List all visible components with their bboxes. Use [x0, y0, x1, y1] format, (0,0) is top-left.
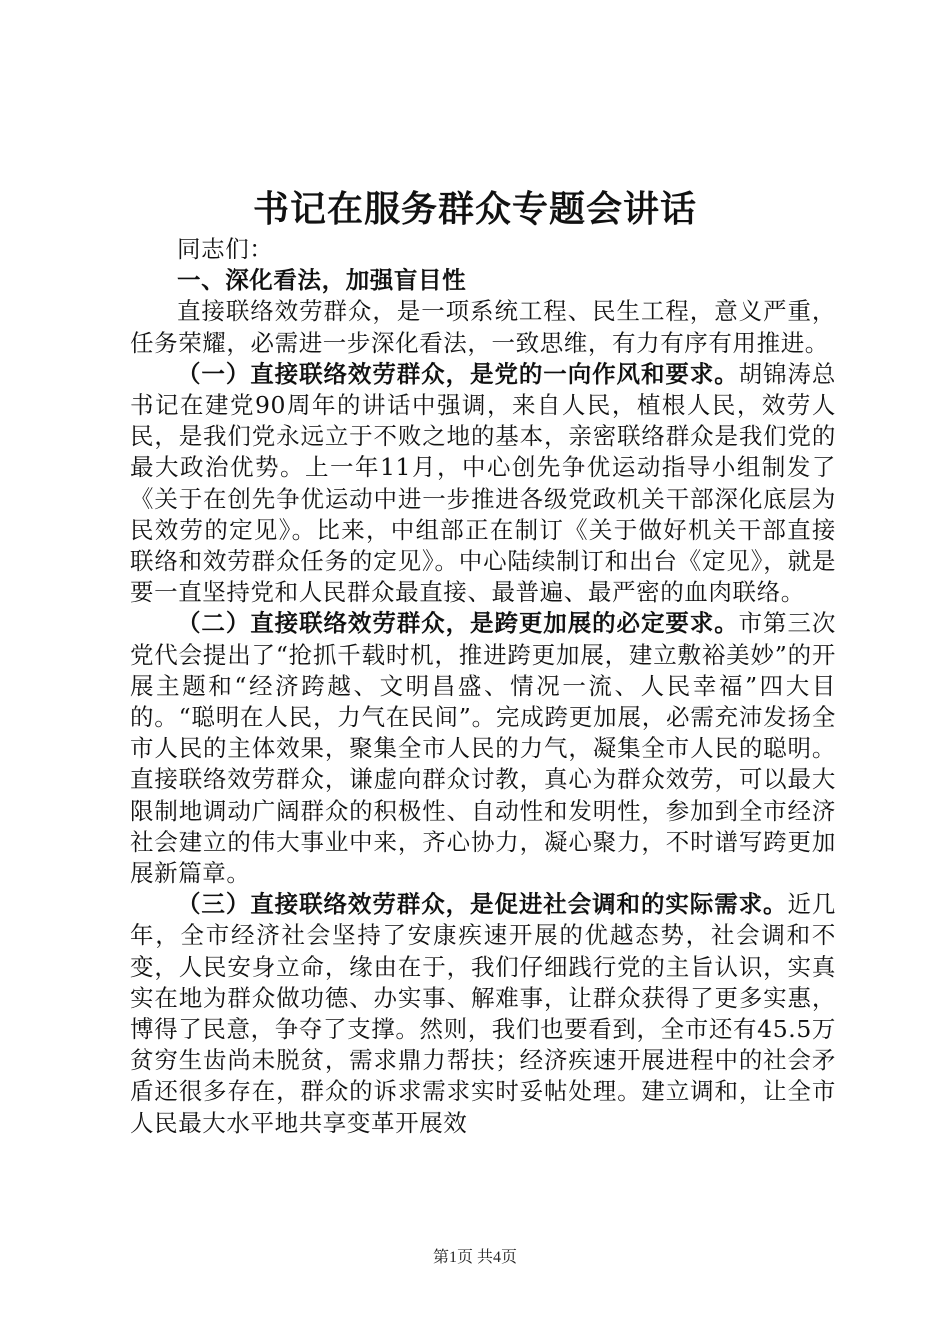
subsection-1-lead: （一）直接联络效劳群众，是党的一向作风和要求。 — [177, 359, 739, 388]
subsection-1 — [130, 359, 836, 609]
salutation: 同志们： — [177, 235, 274, 263]
subsection-3 — [130, 889, 836, 1139]
document-title: 书记在服务群众专题会讲话 — [252, 188, 697, 230]
subsection-2-body: 市第三次党代会提出了“抢抓千载时机，推进跨更加展，建立敷裕美妙”的开展主题和“经济跨越、文明昌盛、情况一流、人民幸福”四大目的。“聪明在人民，力气在民间”。完成跨更加展，必需充沛发扬全市人民的主体效果，聚集全市人民的力气，凝集全市人民的聪明。直接联络效劳群众，谦虚向群众讨教，真心为群众效劳，可以最大限制地调动广阔群众的积极性、自动性和发明性，参加到全市经济社会建立的伟大事业中来，齐心协力，凝心聚力，不时谱写跨更加展新篇章。 — [130, 609, 836, 888]
subsection-3-lead: （三）直接联络效劳群众，是促进社会调和的实际需求。 — [177, 890, 788, 919]
intro-paragraph: 直接联络效劳群众，是一项系统工程、民生工程，意义严重，任务荣耀，必需进一步深化看法，一致思维，有力有序有用推进。 — [130, 297, 836, 357]
subsection-2-lead: （二）直接联络效劳群众，是跨更加展的必定要求。 — [177, 609, 739, 638]
section-heading-1: 一、深化看法，加强盲目性 — [177, 266, 467, 295]
page-footer: 第1页 共4页 — [432, 1249, 517, 1266]
document-body — [130, 234, 836, 1139]
subsection-1-body: 胡锦涛总书记在建党90周年的讲话中强调，来自人民，植根人民，效劳人民，是我们党永远立于不败之地的基本，亲密联络群众是我们党的最大政治优势。上一年11月，中心创先争优运动指导小组制发了《关于在创先争优运动中进一步推进各级党政机关干部深化底层为民效劳的定见》。比来，中组部正在制订《关于做好机关干部直接联络和效劳群众任务的定见》。中心陆续制订和出台《定见》，就是要一直坚持党和人民群众最直接、最普遍、最严密的血肉联络。 — [130, 359, 836, 607]
subsection-2 — [130, 608, 836, 889]
subsection-3-body: 近几年，全市经济社会坚持了安康疾速开展的优越态势，社会调和不变，人民安身立命，缘由在于，我们仔细践行党的主旨认识，实真实在地为群众做功德、办实事、解难事，让群众获得了更多实惠，博得了民意，争夺了支撑。然则，我们也要看到，全市还有45.5万贫穷生齿尚未脱贫，需求鼎力帮扶；经济疾速开展进程中的社会矛盾还很多存在，群众的诉求需求实时妥帖处理。建立调和，让全市人民最大水平地共享变革开展效 — [130, 890, 837, 1137]
